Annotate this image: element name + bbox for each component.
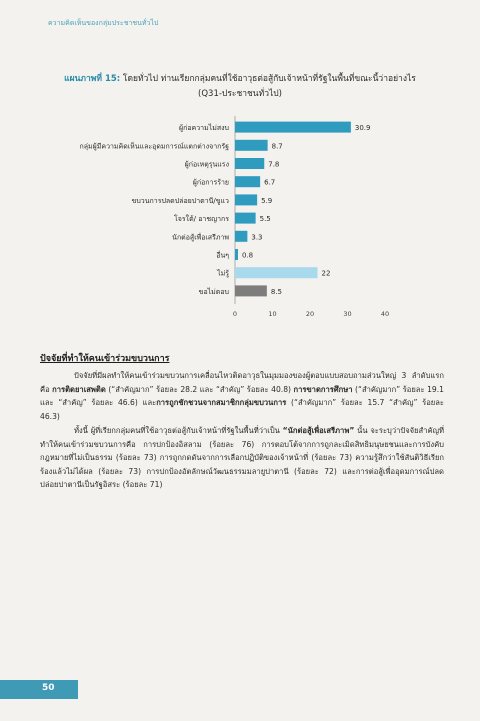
category-label: นักต่อสู้เพื่อเสรีภาพ (172, 233, 229, 242)
category-label: ไม่รู้ (217, 269, 229, 278)
page-number: 50 (42, 683, 55, 693)
value-label: 0.8 (242, 251, 254, 260)
x-tick-label: 20 (305, 310, 315, 318)
x-tick-label: 10 (268, 310, 277, 318)
bar (235, 231, 247, 242)
value-label: 8.7 (271, 142, 283, 151)
value-label: 22 (321, 269, 331, 278)
bar (235, 176, 260, 187)
value-label: 5.5 (259, 215, 271, 224)
x-tick-label: 40 (380, 310, 390, 318)
paragraph-1: ปัจจัยที่มีผลทำให้คนเข้าร่วมขบวนการเคลื่อนไหวติดอาวุธในมุมมองของผู้ตอบแบบสอบถามส่วนใหญ่ 3 ลำดับแรก คือ การติดยาเสพติด (“สำคัญมาก” ร้อยละ 28.2 และ “สำคัญ” ร้อยละ 40.8) การขาดการศึกษา (“สำคัญมาก” ร้อยละ 19.1 และ “สำคัญ” ร้อยละ 46.6) และการถูกชักชวนจากสมาชิกกลุ่มขบวนการ (“สำคัญมาก” ร้อยละ 15.7 “สำคัญ” ร้อยละ 46.3) (40, 371, 444, 421)
bar (235, 285, 267, 296)
value-label: 7.8 (268, 160, 280, 169)
category-label: โจรใต้/ อาชญากร (174, 215, 229, 224)
bar (235, 267, 318, 278)
bar-chart (0, 0, 480, 340)
bar (235, 249, 238, 260)
bar (235, 213, 256, 224)
section-heading: ปัจจัยที่ทำให้คนเข้าร่วมขบวนการ (40, 354, 170, 364)
running-header: ความคิดเห็นของกลุ่มประชาชนทั่วไป (48, 19, 159, 27)
bar (235, 122, 351, 133)
category-label: ผู้ก่อการร้าย (192, 178, 229, 187)
bar (235, 140, 268, 151)
figure-label: แผนภาพที่ 15: (64, 74, 121, 84)
category-label: ผู้ก่อเหตุรุนแรง (184, 160, 229, 169)
x-tick-label: 0 (232, 310, 238, 318)
category-label: ขอไม่ตอบ (198, 287, 229, 296)
category-label: อื่นๆ (216, 251, 229, 260)
figure-question: โดยทั่วไป ท่านเรียกกลุ่มคนที่ใช้อาวุธต่อสู้กับเจ้าหน้าที่รัฐในพื้นที่ขณะนี้ว่าอย่างไร (122, 74, 416, 84)
bar (235, 158, 264, 169)
page-number-tab (0, 680, 78, 699)
x-tick-label: 30 (343, 310, 352, 318)
value-label: 8.5 (270, 287, 283, 296)
category-label: กลุ่มผู้มีความคิดเห็นและอุดมการณ์แตกต่างจากรัฐ (79, 142, 229, 151)
value-label: 30.9 (354, 124, 371, 133)
value-label: 6.7 (264, 178, 276, 187)
paragraph-2: ทั้งนี้ ผู้ที่เรียกกลุ่มคนที่ใช้อาวุธต่อสู้กับเจ้าหน้าที่รัฐในพื้นที่ว่าเป็น “นักต่อสู้เพื่อเสรีภาพ” นั้น จะระบุว่าปัจจัยสำคัญที่ทำให้คนเข้าร่วมขบวนการคือ การปกป้องอิสลาม (ร้อยละ 76) การตอบโต้จากการถูกละเมิดสิทธิมนุษยชนและการบังคับกฎหมายที่ไม่เป็นธรรม (ร้อยละ 73) การถูกกดดันจากการเลือกปฏิบัติของเจ้าหน้าที่ (ร้อยละ 73) ความรู้สึกว่าใช้สันติวิธีเรียกร้องแล้วไม่ได้ผล (ร้อยละ 73) การปกป้องอัตลักษณ์วัฒนธรรมมลายูปาตานี (ร้อยละ 72) และการต่อสู้เพื่ออุดมการณ์ปลดปล่อยปาตานีเป็นรัฐอิสระ (ร้อยละ 71) (40, 426, 444, 490)
value-label: 5.9 (261, 196, 273, 205)
figure-subtitle: (Q31-ประชาชนทั่วไป) (198, 89, 282, 99)
category-label: ผู้ก่อความไม่สงบ (179, 124, 229, 133)
bar (235, 194, 257, 205)
category-label: ขบวนการปลดปล่อยปาตานี/ขูแว (131, 196, 229, 205)
value-label: 3.3 (251, 233, 263, 242)
